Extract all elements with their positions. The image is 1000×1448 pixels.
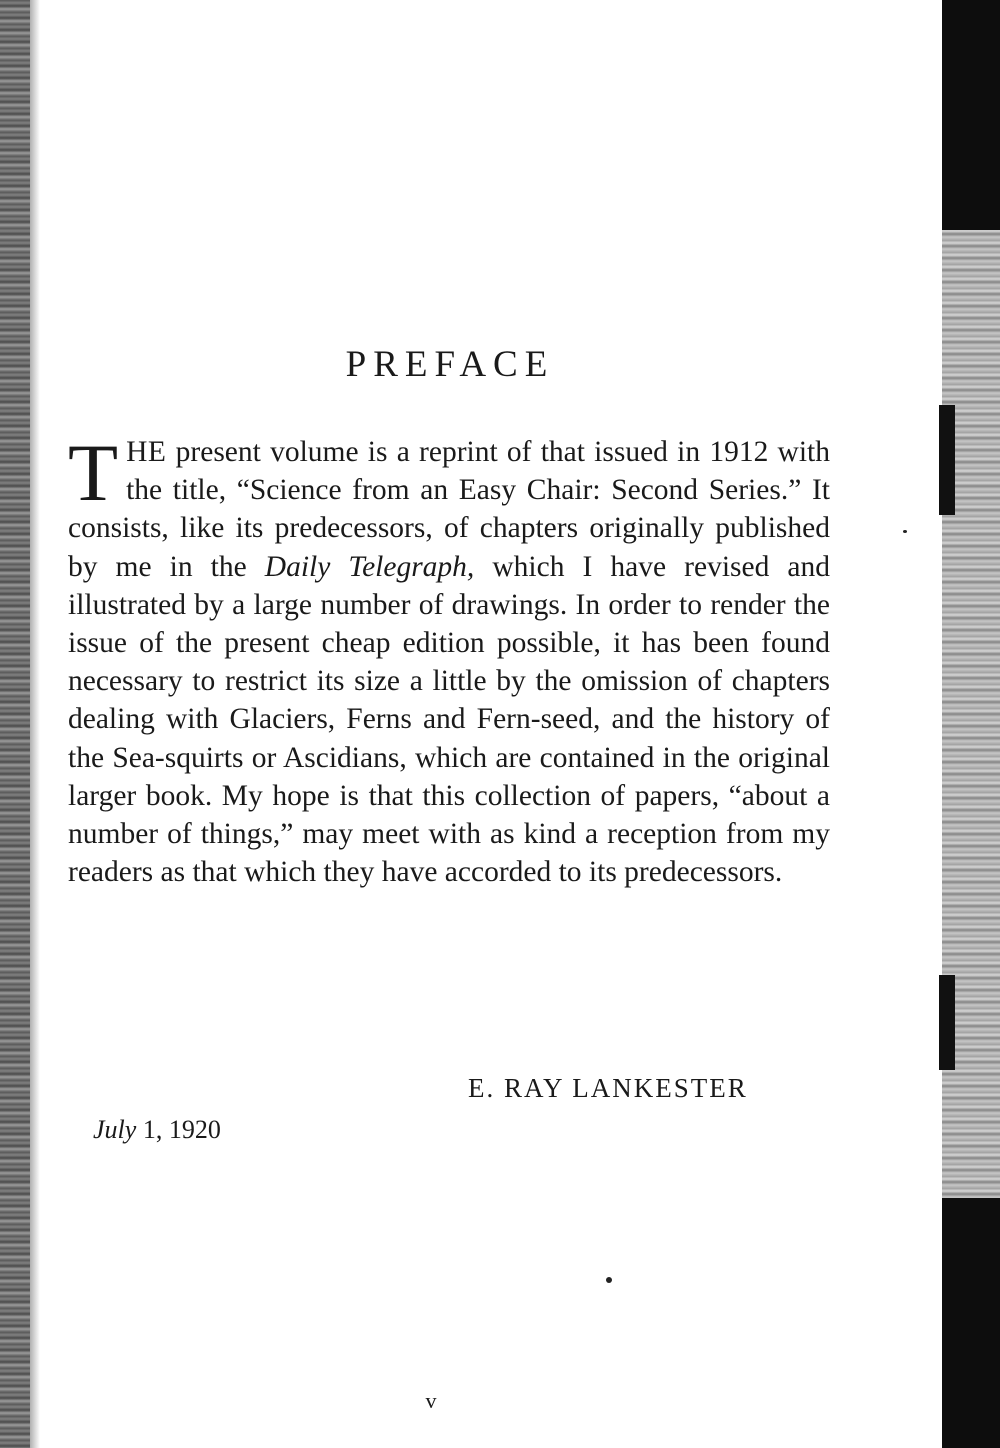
scan-edge-right-dark-bottom [942,1198,1000,1448]
scan-edge-right-slot-upper [939,405,955,515]
scan-edge-left [0,0,30,1448]
drop-cap: T [68,427,119,518]
scan-speck [606,1277,612,1283]
author-signature: E. RAY LANKESTER [468,1073,748,1103]
body-text-part-2: which I have revised and illustrated by a large number of drawings. In order to render the issue of the present cheap edition possible, it has been found necessary to restrict its size a little by the omission of chapters dealing with Glaciers, Ferns and Fern-seed, and the history of the Sea-squirts or Ascidians, which are contained in the original larger book. My hope is that this collection of papers, “about a number of things,” may meet with as kind a reception from my readers as that which they have accorded to its predecessors. [68,550,830,889]
date-rest: 1, 1920 [136,1115,221,1144]
page-title: PREFACE [345,344,555,385]
date-month: July [93,1115,137,1144]
preface-date [93,1115,221,1145]
preface-body [68,427,830,891]
scan-edge-right-slot-lower [939,975,955,1070]
body-text-part-1: present volume is a reprint of that issued in 1912 with the title, “Science from an Easy Chair: Second Series.” It consists, like its predecessors, of chapters originally published by me in the [68,436,830,583]
newspaper-title: Daily Telegraph, [264,550,475,583]
first-word-rest: HE [126,436,167,468]
page-number: v [425,1388,437,1413]
scan-speck [903,530,907,533]
scan-edge-left-shadow [30,0,40,1448]
scan-edge-right-dark-top [942,0,1000,230]
